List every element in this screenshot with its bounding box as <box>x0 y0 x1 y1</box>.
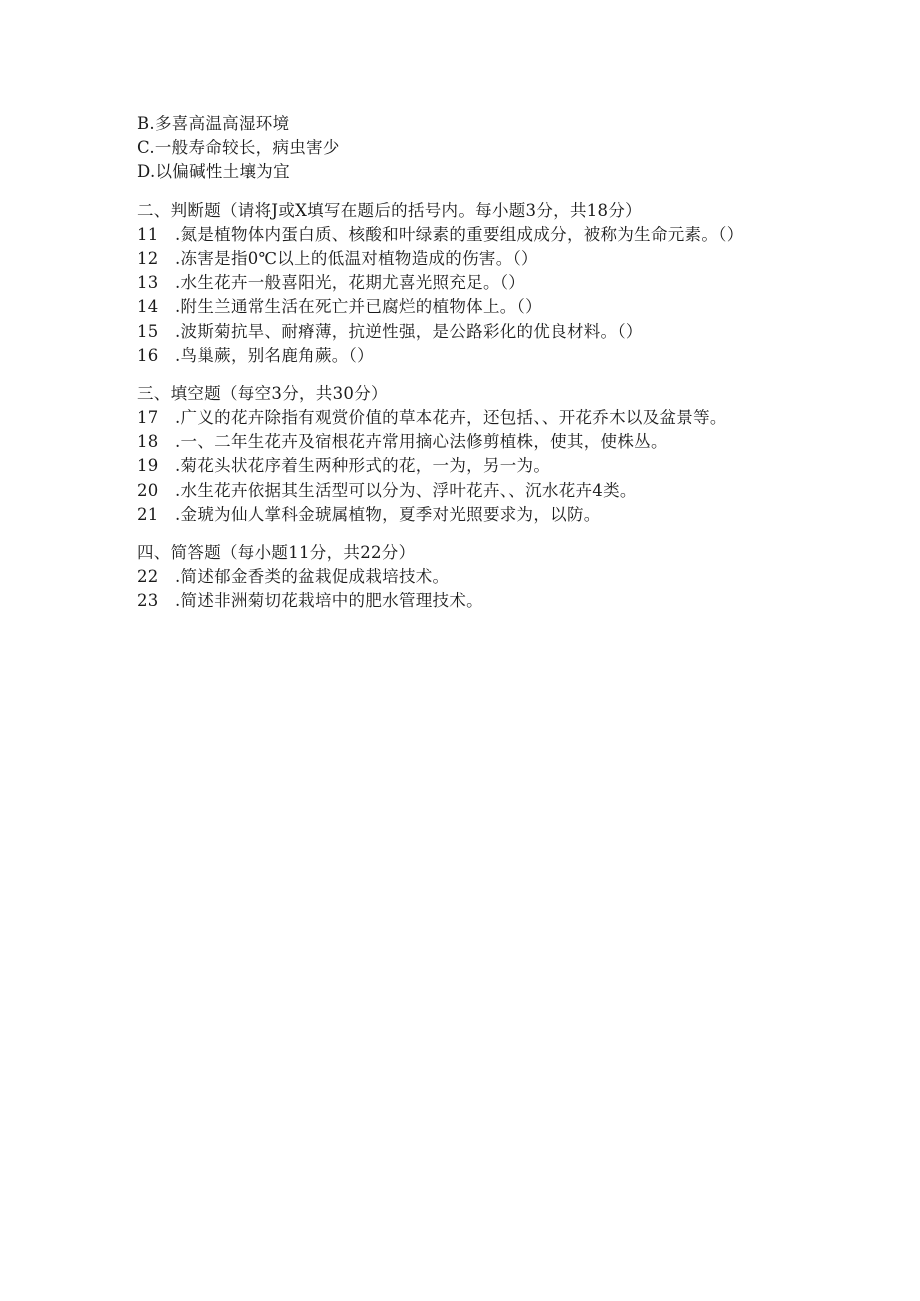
question-number: 21 <box>137 504 159 524</box>
question-number: 22 <box>137 567 159 587</box>
question-text: .附生兰通常生活在死亡并已腐烂的植物体上。（） <box>175 297 542 317</box>
question-text: .简述非洲菊切花栽培中的肥水管理技术。 <box>175 591 483 611</box>
question-text: .冻害是指0℃以上的低温对植物造成的伤害。（） <box>175 248 538 268</box>
question-text: .波斯菊抗旱、耐瘠薄，抗逆性强，是公路彩化的优良材料。（） <box>175 321 643 341</box>
question-12 <box>137 247 857 271</box>
option-b: B.多喜高温高湿环境 <box>137 114 290 133</box>
question-text: .氮是植物体内蛋白质、核酸和叶绿素的重要组成成分，被称为生命元素。（） <box>175 224 744 244</box>
question-number: 20 <box>137 480 159 500</box>
document-body <box>137 112 857 614</box>
question-15 <box>137 320 857 344</box>
question-16 <box>137 344 857 368</box>
question-number: 19 <box>137 456 159 476</box>
question-number: 12 <box>137 248 159 268</box>
question-text: .简述郁金香类的盆栽促成栽培技术。 <box>175 567 450 587</box>
question-23 <box>137 589 857 613</box>
question-number: 14 <box>137 297 159 317</box>
option-c: C.一般寿命较长，病虫害少 <box>137 138 340 158</box>
option-d: D.以偏碱性土壤为宜 <box>137 162 290 182</box>
question-20 <box>137 479 857 503</box>
question-19 <box>137 454 857 478</box>
question-number: 23 <box>137 591 159 611</box>
question-number: 18 <box>137 432 159 452</box>
section-3-heading: 三、填空题（每空3分，共30分） <box>137 383 388 403</box>
question-18 <box>137 430 857 454</box>
question-number: 11 <box>137 224 159 244</box>
question-number: 16 <box>137 345 159 365</box>
question-17 <box>137 406 857 430</box>
question-number: 13 <box>137 273 159 293</box>
question-text: .一、二年生花卉及宿根花卉常用摘心法修剪植株，使其，使株丛。 <box>175 432 668 452</box>
question-text: .金琥为仙人掌科金琥属植物，夏季对光照要求为，以防。 <box>175 504 601 524</box>
question-text: .广义的花卉除指有观赏价值的草本花卉，还包括、、开花乔木以及盆景等。 <box>175 408 727 428</box>
question-text: .水生花卉一般喜阳光，花期尤喜光照充足。（） <box>175 273 526 293</box>
section-4-heading: 四、简答题（每小题11分，共22分） <box>137 543 416 562</box>
question-11 <box>137 223 857 247</box>
section-2-heading: 二、判断题（请将J或X填写在题后的括号内。每小题3分，共18分） <box>137 200 642 220</box>
question-number: 17 <box>137 408 159 428</box>
question-22 <box>137 565 857 589</box>
question-13 <box>137 271 857 295</box>
question-text: .水生花卉依据其生活型可以分为、浮叶花卉、、沉水花卉4类。 <box>175 480 637 500</box>
question-text: .菊花头状花序着生两种形式的花，一为，另一为。 <box>175 456 551 476</box>
question-text: .鸟巢蕨，别名鹿角蕨。（） <box>175 345 374 365</box>
question-number: 15 <box>137 321 159 341</box>
question-21 <box>137 503 857 527</box>
question-14 <box>137 295 857 319</box>
